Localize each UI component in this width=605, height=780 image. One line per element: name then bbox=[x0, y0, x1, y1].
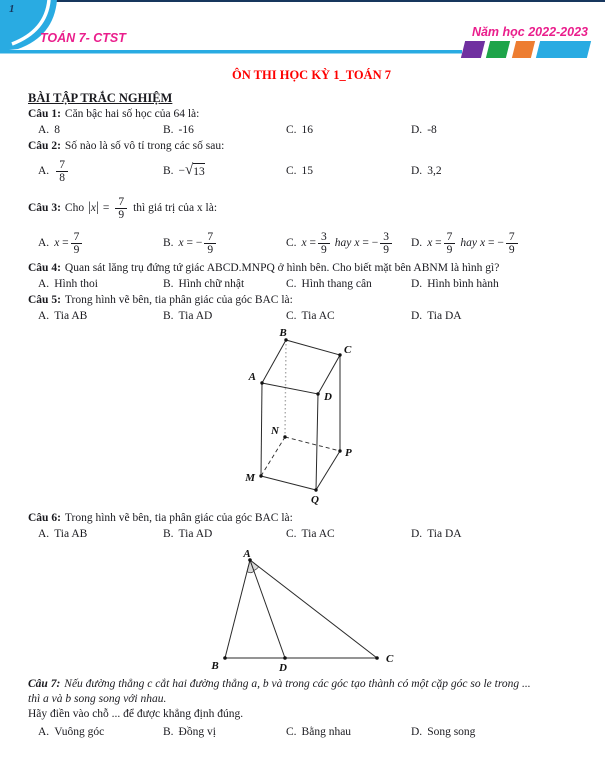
fraction: $\frac{7}{9}$ bbox=[506, 231, 518, 256]
option-d: D. Hình bình hành bbox=[411, 278, 499, 290]
exam-title: ÔN THI HỌC KỲ 1_TOÁN 7 bbox=[232, 68, 391, 82]
option-d: D. x = $\frac{7}{9}$ hay x = − $\frac{7}{9}$ bbox=[411, 226, 595, 260]
question-1-text: Căn bậc hai số học của 64 là: bbox=[64, 108, 200, 120]
question-7-line1: Nếu đường thẳng c cắt hai đường thẳng a, b và trong các góc tạo thành có một cặp góc so le trong ... bbox=[64, 678, 531, 690]
option-d: D. 3,2 bbox=[411, 164, 442, 177]
question-5-label: Câu 5: bbox=[28, 294, 61, 306]
option-c: C. 15 bbox=[286, 164, 314, 177]
section-heading: BÀI TẬP TRẮC NGHIỆM bbox=[28, 91, 173, 105]
option-a: A. $\frac{7}{8}$ bbox=[38, 154, 163, 188]
option-a: A. x = $\frac{7}{9}$ bbox=[38, 226, 163, 260]
question-6-options bbox=[38, 527, 595, 542]
question-7-label: Câu 7: bbox=[28, 678, 61, 690]
question-2-text: Số nào là số vô tỉ trong các số sau: bbox=[64, 140, 225, 152]
question-5-text: Trong hình vẽ bên, tia phân giác của góc BAC là: bbox=[64, 294, 293, 306]
option-c: C. Tia AC bbox=[286, 528, 335, 540]
option-a: A. Tia AB bbox=[38, 528, 88, 540]
option-d: D. Song song bbox=[411, 726, 476, 738]
question-2 bbox=[28, 139, 595, 154]
vertex-label-b: B bbox=[279, 327, 287, 339]
question-2-label: Câu 2: bbox=[28, 140, 61, 152]
vertex-label-c: C bbox=[344, 344, 352, 356]
option-a: A. Hình thoi bbox=[38, 278, 98, 290]
option-b: B. Hình chữ nhật bbox=[163, 278, 245, 290]
question-4 bbox=[28, 261, 595, 276]
fraction: $\frac{7}{9}$ bbox=[444, 231, 456, 256]
question-6 bbox=[28, 511, 595, 526]
option-c: C. Hình thang cân bbox=[286, 278, 372, 290]
question-5-options bbox=[38, 309, 595, 324]
question-6-text: Trong hình vẽ bên, tia phân giác của góc BAC là: bbox=[64, 512, 293, 524]
question-1-label: Câu 1: bbox=[28, 108, 61, 120]
option-c: C. Bằng nhau bbox=[286, 726, 352, 738]
option-c: C. Tia AC bbox=[286, 310, 335, 322]
option-b: B. Tia AD bbox=[163, 310, 213, 322]
fraction: $\frac{7}{8}$ bbox=[56, 159, 68, 184]
question-5 bbox=[28, 293, 595, 308]
option-b: B. Tia AD bbox=[163, 528, 213, 540]
option-a: A. Tia AB bbox=[38, 310, 88, 322]
prism-figure bbox=[28, 326, 595, 508]
vertex-label-a: A bbox=[243, 549, 251, 560]
option-b: B. − √ 13 bbox=[163, 161, 205, 178]
absolute-value: |x| bbox=[88, 200, 99, 215]
vertex-label-b: B bbox=[211, 660, 219, 672]
question-7 bbox=[28, 677, 595, 692]
option-d: D. Tia DA bbox=[411, 310, 462, 322]
fraction: $\frac{3}{9}$ bbox=[380, 231, 392, 256]
question-2-options bbox=[38, 154, 595, 188]
option-b: B. Đồng vị bbox=[163, 726, 216, 738]
vertex-label-n: N bbox=[271, 425, 279, 437]
option-a: A. 8 bbox=[38, 124, 60, 136]
option-c: C. 16 bbox=[286, 124, 314, 136]
question-1 bbox=[28, 107, 595, 122]
question-3-options bbox=[38, 226, 595, 260]
vertex-label-d: D bbox=[324, 391, 332, 403]
question-7-line3: Hãy điền vào chỗ ... để được khẳng định đúng. bbox=[28, 708, 244, 720]
question-6-label: Câu 6: bbox=[28, 512, 61, 524]
option-a: A. Vuông góc bbox=[38, 726, 105, 738]
page-number-badge: 1 bbox=[9, 3, 15, 15]
question-4-options bbox=[38, 277, 595, 292]
question-7-line2: thì a và b song song với nhau. bbox=[28, 693, 167, 705]
vertex-label-q: Q bbox=[311, 494, 319, 506]
square-root: √ 13 bbox=[185, 161, 205, 178]
vertex-label-p: P bbox=[345, 447, 352, 459]
fraction: $\frac{7}{9}$ bbox=[115, 196, 127, 221]
question-1-options bbox=[38, 123, 595, 138]
vertex-label-d: D bbox=[279, 662, 287, 673]
triangle-figure bbox=[28, 549, 595, 673]
question-7-options bbox=[38, 725, 595, 740]
option-c: C. x = $\frac{3}{9}$ hay x = − $\frac{3}{9}$ bbox=[286, 226, 411, 260]
question-4-text: Quan sát lăng trụ đứng tứ giác ABCD.MNPQ ở hình bên. Cho biết mặt bên ABNM là hình gì? bbox=[64, 262, 500, 274]
question-4-label: Câu 4: bbox=[28, 262, 61, 274]
vertex-label-c: C bbox=[386, 653, 394, 665]
option-b: B. -16 bbox=[163, 124, 194, 136]
option-b: B. x = − $\frac{7}{9}$ bbox=[163, 226, 286, 260]
question-3: Câu 3: Cho |x| = $\frac{7}{9}$ thì giá trị của x là: bbox=[28, 195, 218, 221]
question-3-label: Câu 3: bbox=[28, 201, 61, 214]
school-year-label: Năm học 2022-2023 bbox=[471, 25, 588, 39]
course-title: TOÁN 7- CTST bbox=[40, 31, 126, 45]
fraction: $\frac{7}{9}$ bbox=[204, 231, 216, 256]
vertex-label-a: A bbox=[248, 371, 256, 383]
fraction: $\frac{7}{9}$ bbox=[71, 231, 83, 256]
option-d: D. Tia DA bbox=[411, 528, 462, 540]
option-d: D. -8 bbox=[411, 124, 437, 136]
vertex-label-m: M bbox=[245, 472, 255, 484]
fraction: $\frac{3}{9}$ bbox=[318, 231, 330, 256]
